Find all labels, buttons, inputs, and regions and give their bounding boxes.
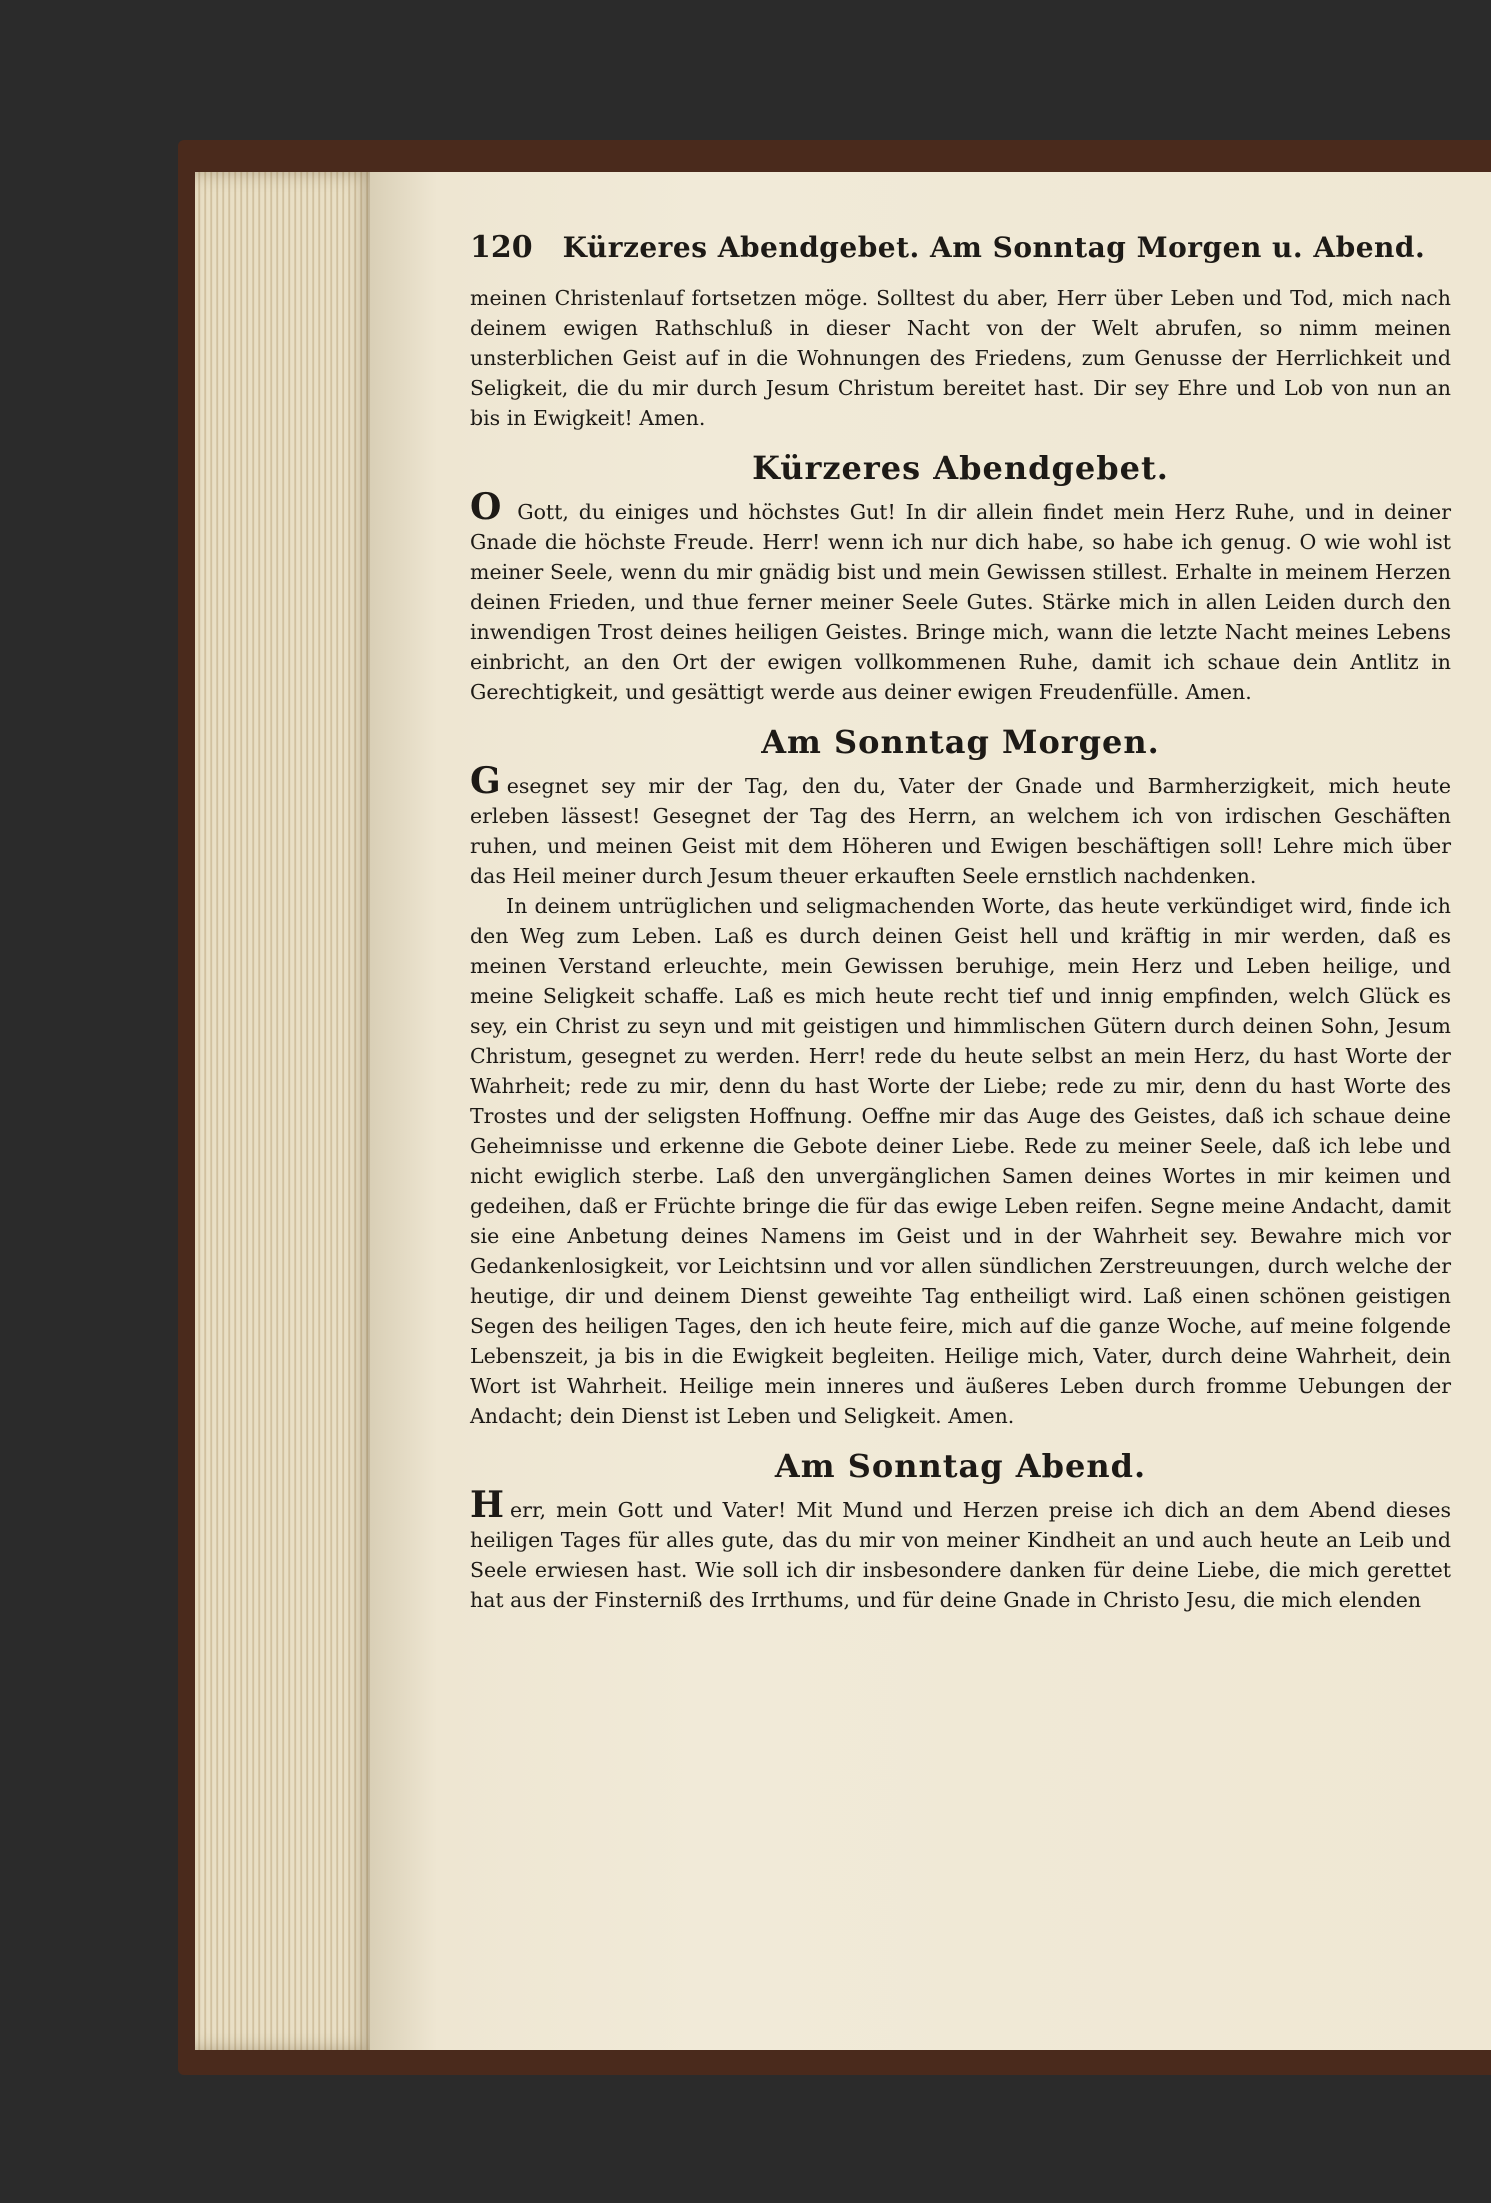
- running-head: Kürzeres Abendgebet. Am Sonntag Morgen u. Abend.: [562, 231, 1426, 264]
- dropcap-h: H: [470, 1484, 505, 1526]
- page-header: [470, 230, 1451, 265]
- sunday-morning-paragraph-1: [470, 760, 1451, 891]
- continuation-paragraph: meinen Christenlauf fortsetzen möge. Solltest du aber, Herr über Leben und Tod, mich nach deinem ewigen Rathschluß in dieser Nacht von der Welt abrufen, so nimm meinen unsterblichen Geist auf in die Wohnungen des Friedens, zum Genusse der Herrlichkeit und Seligkeit, die du mir durch Jesum Christum bereitet hast. Dir sey Ehre und Lob von nun an bis in Ewigkeit! Amen.: [470, 286, 1451, 430]
- evening-prayer-text: Gott, du einiges und höchstes Gut! In dir allein findet mein Herz Ruhe, und in deiner Gnade die höchste Freude. Herr! wenn ich nur dich habe, so habe ich genug. O wie wohl ist meiner Seele, wenn du mir gnädig bist und mein Gewissen stillest. Erhalte in meinem Herzen deinen Frieden, und thue ferner meiner Seele Gutes. Stärke mich in allen Leiden durch den inwendigen Trost deines heiligen Geistes. Bringe mich, wann die letzte Nacht meines Lebens einbricht, an den Ort der ewigen vollkommenen Ruhe, damit ich schaue dein Antlitz in Gerechtigkeit, und gesättigt werde aus deiner ewigen Freudenfülle. Amen.: [470, 500, 1451, 704]
- section-title-sunday-evening: Am Sonntag Abend.: [774, 1447, 1147, 1485]
- section-title-evening-prayer: Kürzeres Abendgebet.: [752, 449, 1169, 487]
- sunday-morning-text-1: esegnet sey mir der Tag, den du, Vater der Gnade und Barmherzigkeit, mich heute erleben lässest! Gesegnet der Tag des Herrn, an welchem ich von irdischen Geschäften ruhen, und meinen Geist mit dem Höheren und Ewigen beschäftigen soll! Lehre mich über das Heil meiner durch Jesum theuer erkauften Seele ernstlich nachdenken.: [470, 774, 1451, 888]
- sunday-evening-paragraph: [470, 1484, 1451, 1615]
- sunday-morning-paragraph-2: In deinem untrüglichen und seligmachenden Worte, das heute verkündiget wird, finde ich den Weg zum Leben. Laß es durch deinen Geist hell und kräftig in mir werden, daß es meinen Verstand erleuchte, mein Gewissen beruhige, mein Herz und Leben heilige, und meine Seligkeit schaffe. Laß es mich heute recht tief und innig empfinden, welch Glück es sey, ein Christ zu seyn und mit geistigen und himmlischen Gütern durch deinen Sohn, Jesum Christum, gesegnet zu werden. Herr! rede du heute selbst an mein Herz, du hast Worte der Wahrheit; rede zu mir, denn du hast Worte der Liebe; rede zu mir, denn du hast Worte des Trostes und der seligsten Hoffnung. Oeffne mir das Auge des Geistes, daß ich schaue deine Geheimnisse und erkenne die Gebote deiner Liebe. Rede zu meiner Seele, daß ich lebe und nicht ewiglich sterbe. Laß den unvergänglichen Samen deines Wortes in mir keimen und gedeihen, daß er Früchte bringe die für das ewige Leben reifen. Segne meine Andacht, damit sie eine Anbetung deines Namens im Geist und in der Wahrheit sey. Bewahre mich vor Gedankenlosigkeit, vor Leichtsinn und vor allen sündlichen Zerstreuungen, durch welche der heutige, dir und deinem Dienst geweihte Tag entheiligt wird. Laß einen schönen geistigen Segen des heiligen Tages, den ich heute feire, mich auf die ganze Woche, auf meine folgende Lebenszeit, ja bis in die Ewigkeit begleiten. Heilige mich, Vater, durch deine Wahrheit, dein Wort ist Wahrheit. Heilige mein inneres und äußeres Leben durch fromme Uebungen der Andacht; dein Dienst ist Leben und Seligkeit. Amen.: [470, 894, 1451, 1428]
- sunday-evening-text: err, mein Gott und Vater! Mit Mund und Herzen preise ich dich an dem Abend dieses heiligen Tages für alles gute, das du mir von meiner Kindheit an und auch heute an Leib und Seele erwiesen hast. Wie soll ich dir insbesondere danken für deine Liebe, die mich gerettet hat aus der Finsterniß des Irrthums, und für deine Gnade in Christo Jesu, die mich elenden: [470, 1498, 1451, 1612]
- section-title-sunday-morning: Am Sonntag Morgen.: [761, 723, 1160, 761]
- evening-prayer-paragraph: [470, 486, 1451, 707]
- page-edges: [195, 172, 375, 2050]
- dropcap-g: G: [470, 760, 501, 802]
- book-page: [370, 172, 1491, 2050]
- dropcap-o: O: [470, 486, 502, 528]
- page-number: 120: [470, 230, 533, 265]
